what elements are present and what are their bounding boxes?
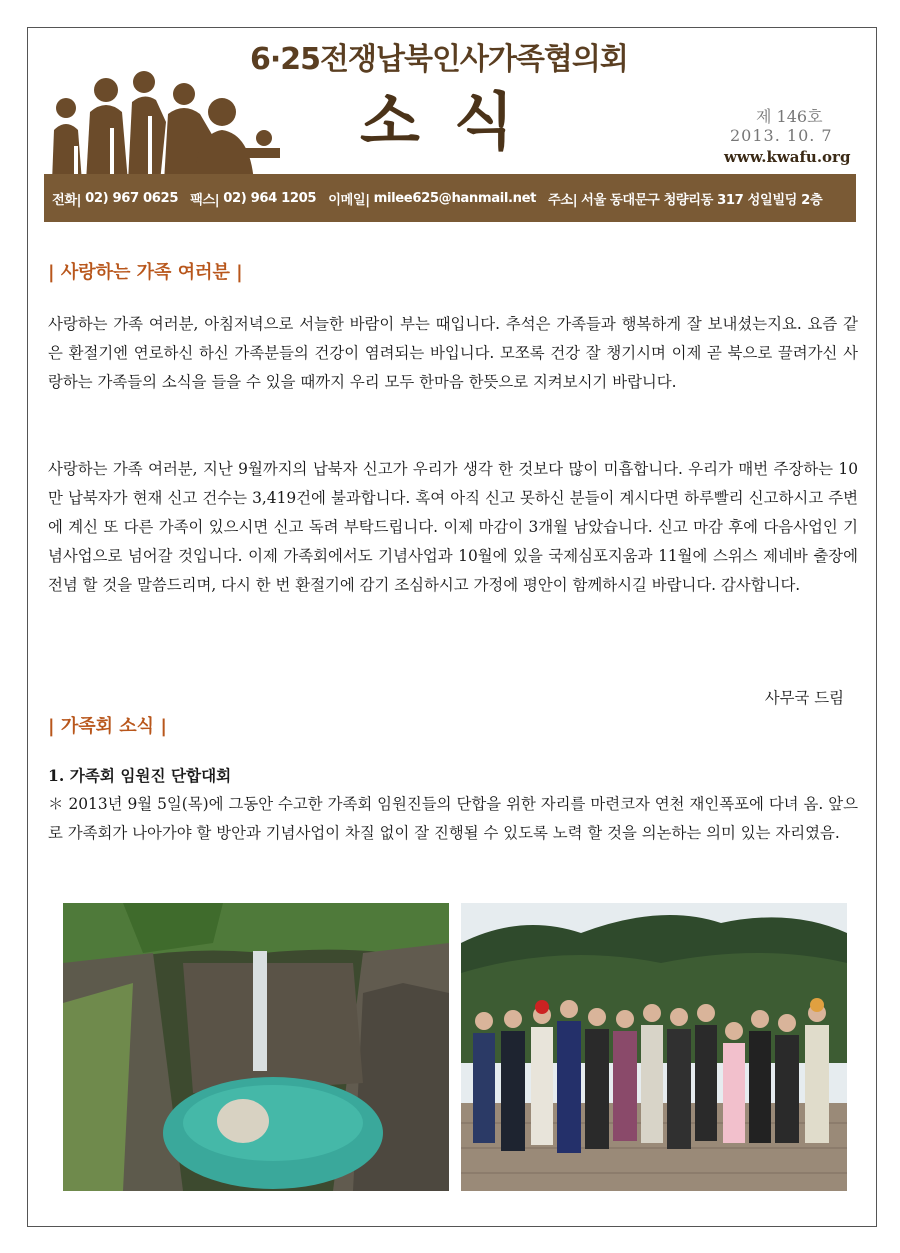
email-address[interactable]: milee625@hanmail.net: [373, 190, 537, 206]
newsletter-title: 소식: [360, 85, 548, 158]
address: 서울 동대문구 청량리동 317 성일빌딩 2층: [581, 192, 823, 208]
news-item-title: 1. 가족회 임원진 단합대회: [48, 766, 232, 785]
newsletter-header: [44, 28, 856, 224]
website-link[interactable]: www.kwafu.org: [724, 148, 851, 166]
group-photo: [461, 903, 847, 1191]
fax-label: 팩스|: [190, 192, 220, 208]
contact-bar: [44, 174, 856, 222]
section-heading-news: | 가족회 소식 |: [48, 716, 167, 737]
waterfall-photo: [63, 903, 449, 1191]
news-item-text: ＊ 2013년 9월 5일(목)에 그동안 수고한 가족회 임원진들의 단합을 위한 자리를 마련코자 연천 재인폭포에 다녀 옴. 앞으로 가족회가 나아가야 할 방안과 기념사업이 차질 없이 잘 진행될 수 있도록 노력 할 것을 의논하는 의미 있는 자리였음.: [48, 795, 858, 842]
section-heading-letter: | 사랑하는 가족 여러분 |: [48, 262, 243, 283]
phone-number: 02) 967 0625: [85, 190, 179, 206]
organization-name: 6·25전쟁납북인사가족협의회: [250, 42, 628, 77]
address-label: 주소|: [548, 192, 578, 208]
issue-date: 2013. 10. 7: [730, 126, 833, 145]
family-silhouette-logo: [44, 64, 294, 182]
letter-paragraph-2: 사랑하는 가족 여러분, 지난 9월까지의 납북자 신고가 우리가 생각 한 것보다 많이 미흡합니다. 우리가 매번 주장하는 10만 납북자가 현재 신고 건수는 3,419건에 불과합니다. 혹여 아직 신고 못하신 분들이 계시다면 하루빨리 신고하시고 주변에 계신 또 다른 가족이 있으시면 신고 독려 부탁드립니다. 이제 마감이 3개월 남았습니다. 신고 마감 후에 다음사업인 기념사업으로 넘어갈 것입니다. 이제 가족회에서도 기념사업과 10월에 있을 국제심포지움과 11월에 스위스 제네바 출장에 전념 할 것을 말씀드리며, 다시 한 번 환절기에 감기 조심하시고 가정에 평안이 함께하시길 바랍니다. 감사합니다.: [48, 460, 858, 594]
letter-paragraph-1: 사랑하는 가족 여러분, 아침저녁으로 서늘한 바람이 부는 때입니다. 추석은 가족들과 행복하게 잘 보내셨는지요. 요즘 같은 환절기엔 연로하신 하신 가족분들의 건강이 염려되는 바입니다. 모쪼록 건강 잘 챙기시며 이제 곧 북으로 끌려가신 사랑하는 가족들의 소식을 들을 수 있을 때까지 우리 모두 한마음 한뜻으로 지켜보시기 바랍니다.: [48, 315, 858, 391]
newsletter-page: [27, 27, 877, 1227]
issue-number: 제 146호: [756, 107, 823, 126]
email-label: 이메일|: [328, 192, 370, 208]
letter-signature: 사무국 드림: [764, 689, 844, 707]
fax-number: 02) 964 1205: [223, 190, 317, 206]
phone-label: 전화|: [52, 192, 82, 208]
